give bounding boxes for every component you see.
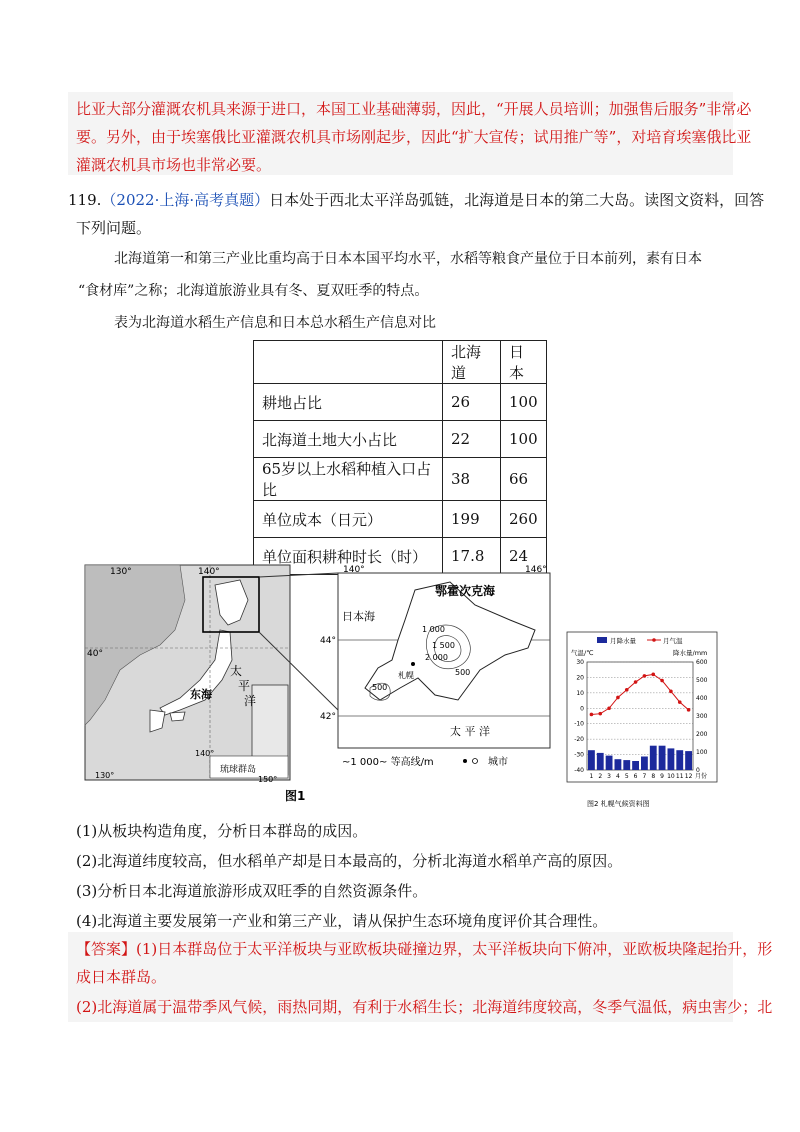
lon-label: 130° [95, 771, 115, 780]
table-cell: 单位面积耕种时长（时） [254, 538, 443, 575]
sea-label: 太 [230, 664, 243, 678]
precip-bar [623, 760, 630, 770]
y-tick-label: -40 [574, 767, 584, 774]
table-cell: 17.8 [443, 538, 501, 575]
temp-point [625, 688, 629, 692]
sub-question: (2)北海道纬度较高，但水稻单产却是日本最高的，分析北海道水稻单产高的原因。 [76, 852, 623, 870]
sea-label: 日本海 [342, 610, 375, 623]
y2-tick-label: 600 [696, 659, 708, 666]
precip-bar [597, 753, 604, 770]
precip-bar [650, 746, 657, 770]
legend-contour: ~1 000~ 等高线/m [342, 757, 434, 768]
legend-precip: 月降水量 [610, 637, 636, 645]
precip-bar [659, 746, 666, 770]
contour-label: 1 000 [422, 625, 445, 634]
table-cell: 24 [501, 538, 547, 575]
x-tick-label: 10 [667, 773, 675, 780]
question-stem-line2: 下列问题。 [76, 219, 152, 237]
sub-question: (4)北海道主要发展第一产业和第三产业，请从保护生态环境角度评价其合理性。 [76, 912, 608, 930]
table-row [254, 384, 547, 421]
temp-point [660, 679, 664, 683]
precip-bar [606, 756, 613, 770]
table-row [254, 501, 547, 538]
lon-label: 150° [258, 775, 278, 784]
precip-bar [676, 750, 683, 770]
sea-label: 洋 [244, 694, 257, 708]
lat-label: 42° [320, 712, 336, 722]
legend-city-circle [473, 759, 478, 764]
sub-question: (1)从板块构造角度，分析日本群岛的成因。 [76, 822, 368, 840]
table-cell: 26 [443, 384, 501, 421]
question-source[interactable]: （2022·上海·高考真题） [101, 191, 270, 209]
sea-label: 太 平 洋 [450, 725, 490, 738]
temp-point [678, 700, 682, 704]
legend-city-dot [463, 759, 467, 763]
table-row [254, 458, 547, 501]
answer-line: (2)北海道属于温带季风气候，雨热同期，有利于水稻生长；北海道纬度较高，冬季气温低，病虫害少；北 [76, 998, 773, 1016]
contour-label: 500 [455, 668, 471, 677]
table-header: 日本 [501, 341, 547, 384]
temp-point [687, 708, 691, 712]
y2-tick-label: 300 [696, 713, 708, 720]
legend-temp-dot [652, 638, 656, 642]
table-row [254, 421, 547, 458]
table-header: 北海道 [443, 341, 501, 384]
y-tick-label: 0 [580, 705, 584, 713]
table-cell: 单位成本（日元） [254, 501, 443, 538]
table-caption: 表为北海道水稻生产信息和日本总水稻生产信息对比 [114, 315, 436, 331]
prev-answer-line: 比亚大部分灌溉农机具来源于进口，本国工业基础薄弱，因此，“开展人员培训；加强售后服务”非常必 [76, 100, 752, 118]
answer-line: 成日本群岛。 [76, 968, 167, 986]
table-cell: 北海道土地大小占比 [254, 421, 443, 458]
lon-label: 140° [198, 567, 220, 577]
prev-answer-line: 灌溉农机具市场也非常必要。 [76, 156, 272, 174]
lon-label: 140° [343, 565, 365, 575]
table-cell: 66 [501, 458, 547, 501]
sea-label: 东海 [190, 688, 212, 701]
question-stem [68, 187, 765, 214]
rice-production-table [253, 340, 547, 575]
table-header [254, 341, 443, 384]
temp-point [590, 713, 594, 717]
legend-temp: 月气温 [663, 637, 683, 645]
x-tick-label: 11 [675, 773, 684, 780]
question-stem-text: 日本处于西北太平洋岛弧链，北海道是日本的第二大岛。读图文资料，回答 [269, 191, 765, 209]
y2-tick-label: 100 [696, 749, 708, 756]
temp-point [651, 673, 655, 677]
figure-caption: 图1 [285, 789, 306, 803]
answer-text: (1)日本群岛位于太平洋板块与亚欧板块碰撞边界，太平洋板块向下俯冲，亚欧板块隆起抬升，形 [136, 940, 773, 958]
table-cell: 22 [443, 421, 501, 458]
city-label: 札幌 [398, 671, 414, 680]
temp-point [607, 706, 611, 710]
lon-label: 140° [195, 749, 215, 758]
temp-point [634, 680, 638, 684]
temp-point [669, 690, 673, 694]
table-cell: 65岁以上水稻种植入口占比 [254, 458, 443, 501]
contour-label: 1 500 [432, 641, 455, 650]
table-cell: 199 [443, 501, 501, 538]
y2-tick-label: 500 [696, 677, 708, 684]
material-text: “食材库”之称；北海道旅游业具有冬、夏双旺季的特点。 [78, 283, 429, 299]
lat-label: 44° [320, 636, 336, 646]
lon-label: 130° [110, 567, 132, 577]
table-header-row [254, 341, 547, 384]
x-tick-label: 2 [598, 773, 603, 780]
contour-label: 2 000 [425, 653, 448, 662]
shikoku-shape [170, 712, 185, 721]
x-tick-label: 4 [616, 773, 620, 780]
y-axis-label: 气温/℃ [571, 649, 594, 657]
x-tick-label: 3 [607, 773, 611, 780]
y-tick-label: -10 [574, 720, 584, 728]
sea-label: 平 [238, 679, 251, 693]
precip-bar [632, 761, 639, 770]
x-axis-unit: 月份 [695, 773, 708, 780]
x-tick-label: 12 [684, 773, 693, 780]
precip-bar [588, 750, 595, 770]
x-tick-label: 6 [633, 773, 638, 780]
prev-answer-line: 要。另外，由于埃塞俄比亚灌溉农机具市场刚起步，因此“扩大宣传；试用推广等”，对培育埃塞俄比亚 [76, 128, 752, 146]
precip-bar [641, 757, 648, 771]
city-marker [411, 662, 415, 666]
precip-bar [685, 751, 692, 770]
material-text: 北海道第一和第三产业比重均高于日本本国平均水平，水稻等粮食产量位于日本前列，素有日本 [114, 251, 702, 267]
figure-1-maps [80, 560, 560, 805]
x-tick-label: 1 [589, 773, 594, 780]
y2-tick-label: 200 [696, 731, 708, 738]
table-cell: 38 [443, 458, 501, 501]
table-cell: 100 [501, 421, 547, 458]
sub-question: (3)分析日本北海道旅游形成双旺季的自然资源条件。 [76, 882, 428, 900]
table-cell: 耕地占比 [254, 384, 443, 421]
precip-bar [615, 759, 622, 770]
lon-label: 146° [525, 565, 547, 575]
x-tick-label: 8 [651, 773, 656, 780]
lat-label: 40° [87, 649, 103, 659]
legend-precip-swatch [597, 637, 607, 643]
temp-point [643, 674, 647, 678]
x-tick-label: 7 [642, 773, 647, 780]
table-cell: 260 [501, 501, 547, 538]
precip-bar [668, 748, 675, 770]
answer-line [76, 936, 773, 963]
y2-tick-label: 400 [696, 695, 708, 702]
y-tick-label: 20 [576, 674, 584, 682]
y2-tick-label: 0 [696, 767, 700, 774]
climate-chart [565, 630, 720, 810]
chart-caption: 图2 札幌气候资料图 [587, 800, 650, 808]
y-tick-label: -30 [574, 751, 584, 759]
y-tick-label: -20 [574, 736, 584, 744]
sea-label: 鄂霍次克海 [435, 584, 496, 598]
contour-label: 500 [372, 683, 388, 692]
legend-city: 城市 [488, 757, 508, 768]
temp-point [616, 696, 620, 700]
x-tick-label: 9 [660, 773, 664, 780]
y-tick-label: 30 [576, 659, 584, 666]
y-tick-label: 10 [576, 689, 584, 697]
answer-tag: 【答案】 [76, 940, 137, 958]
table-cell: 100 [501, 384, 547, 421]
x-tick-label: 5 [624, 773, 629, 780]
inset-label: 琉球群岛 [220, 765, 257, 775]
question-number: 119. [68, 191, 102, 209]
y2-axis-label: 降水量/mm [673, 649, 708, 657]
temp-point [598, 712, 602, 716]
